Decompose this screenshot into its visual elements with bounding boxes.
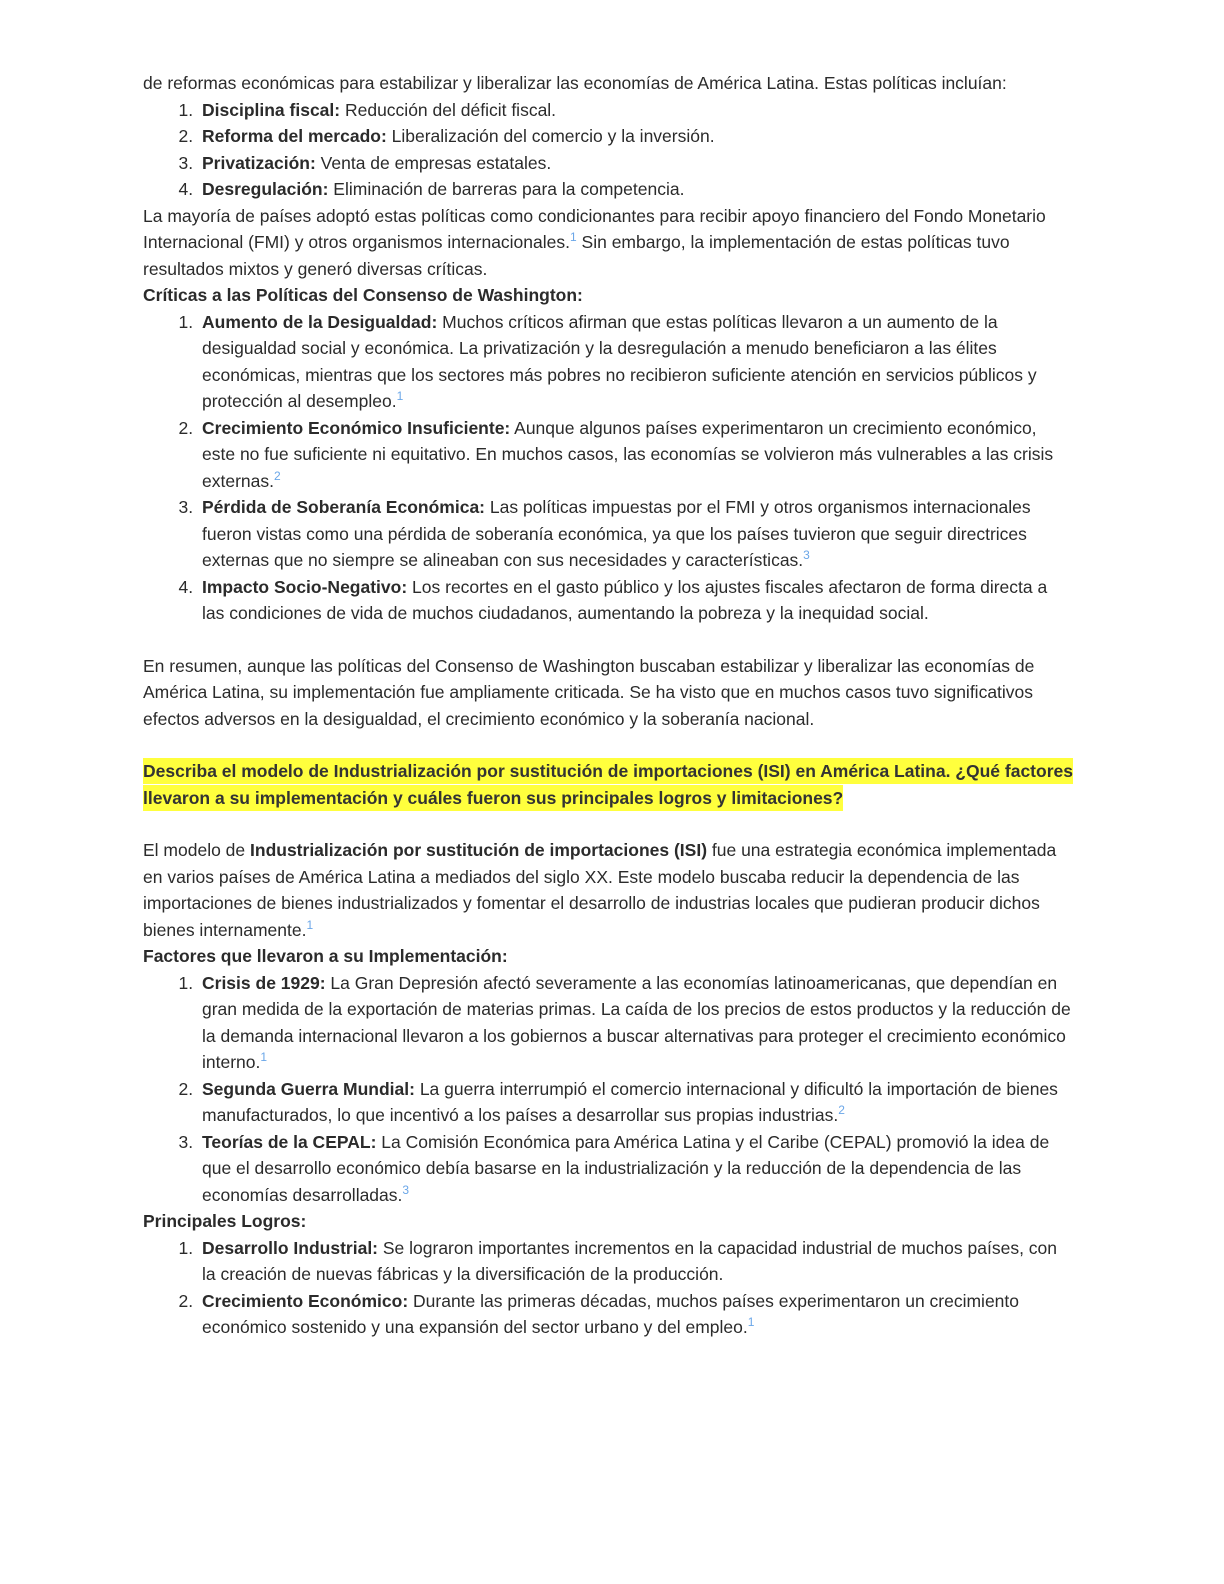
list-term: Impacto Socio-Negativo:: [202, 576, 408, 597]
footnote-link[interactable]: 3: [402, 1182, 410, 1197]
list-item: [198, 176, 1074, 203]
list-term: Privatización:: [202, 152, 316, 173]
list-item: [198, 1288, 1074, 1341]
footnote-link[interactable]: 1: [747, 1315, 755, 1330]
isi-p1-post: fue una estrategia económica implementada en varios países de América Latina a mediados del siglo XX. Este modelo buscaba reducir la dependencia de las importaciones de bienes industrializados y fomentar el desarrollo de industrias locales que pudieran producir dichos bienes internamente.: [143, 840, 1057, 940]
list-text: La Comisión Económica para América Latina y el Caribe (CEPAL) promovió la idea de que el desarrollo económico debía basarse en la industrialización y la reducción de la dependencia de las economías desarrolladas.: [202, 1131, 1050, 1205]
list-text: Se lograron importantes incrementos en la capacidad industrial de muchos países, con la creación de nuevas fábricas y la diversificación de la producción.: [202, 1237, 1058, 1284]
list-term: Crecimiento Económico Insuficiente:: [202, 417, 511, 438]
isi-p1-pre: El modelo de: [143, 840, 251, 860]
list-text: Los recortes en el gasto público y los ajustes fiscales afectaron de forma directa a las condiciones de vida de muchos ciudadanos, aumentando la pobreza y la inequidad social.: [202, 576, 1048, 623]
footnote-link[interactable]: 2: [273, 468, 281, 483]
list-item: [198, 309, 1074, 415]
list-text: Aunque algunos países experimentaron un crecimiento económico, este no fue suficiente ni equitativo. En muchos casos, las economías se volvieron más vulnerables a las crisis externas.: [202, 417, 1054, 491]
isi-paragraph: [143, 837, 1074, 943]
list-term: Teorías de la CEPAL:: [202, 1131, 377, 1152]
footnote-link[interactable]: 1: [260, 1050, 268, 1065]
intro-p2-text: La mayoría de países adoptó estas políticas como condicionantes para recibir apoyo financiero del Fondo Monetario Internacional (FMI) y otros organismos internacionales.: [143, 205, 1046, 252]
footnote-link[interactable]: 1: [396, 389, 404, 404]
factores-title-text: Factores que llevaron a su Implementación:: [143, 946, 508, 966]
intro-paragraph: de reformas económicas para estabilizar y liberalizar las economías de América Latina. Estas políticas incluían:: [143, 73, 1007, 93]
list-text: Muchos críticos afirman que estas políticas llevaron a un aumento de la desigualdad social y económica. La privatización y la desregulación a menudo beneficiaron a las élites económicas, mientras que los sectores más pobres no recibieron suficiente atención en servicios públicos y protección al desempleo.: [202, 311, 1037, 411]
list-item: [198, 1235, 1074, 1288]
intro-p2-tail: Sin embargo, la implementación de estas políticas tuvo resultados mixtos y generó diversas críticas.: [143, 232, 1010, 279]
list-term: Aumento de la Desigualdad:: [202, 311, 438, 332]
intro-list: [143, 97, 1074, 203]
list-item: [198, 1076, 1074, 1129]
question-heading: [143, 758, 1074, 811]
footnote-link[interactable]: 1: [570, 230, 577, 245]
list-item: [198, 150, 1074, 177]
list-text: Las políticas impuestas por el FMI y otros organismos internacionales fueron vistas como una pérdida de soberanía económica, ya que los países tuvieron que seguir directrices externas que no siempre se alineaban con sus necesidades y características.: [202, 497, 1031, 570]
conclusion-paragraph: En resumen, aunque las políticas del Consenso de Washington buscaban estabilizar y liberalizar las economías de América Latina, su implementación fue ampliamente criticada. Se ha visto que en muchos casos tuvo significativos efectos adversos en la desigualdad, el crecimiento económico y la soberanía nacional.: [143, 655, 1035, 729]
list-item: [198, 494, 1074, 574]
list-item: [198, 970, 1074, 1076]
list-term: Crisis de 1929:: [202, 972, 326, 993]
factores-title: [143, 943, 1074, 970]
list-text: La guerra interrumpió el comercio internacional y dificultó la importación de bienes manufacturados, lo que incentivó a los países a desarrollar sus propias industrias.: [202, 1078, 1058, 1125]
footnote-link[interactable]: 2: [838, 1103, 845, 1118]
list-item: [198, 415, 1074, 495]
criticas-title: [143, 282, 1074, 309]
list-text: Reducción del déficit fiscal.: [340, 99, 557, 120]
logros-title-text: Principales Logros:: [143, 1211, 307, 1231]
list-text: Durante las primeras décadas, muchos países experimentaron un crecimiento económico sostenido y una expansión del sector urbano y del empleo.: [202, 1290, 1020, 1337]
footnote-link[interactable]: 1: [306, 917, 314, 932]
list-item: [198, 1129, 1074, 1209]
list-item: [198, 97, 1074, 124]
footnote-link[interactable]: 3: [803, 548, 810, 563]
list-term: Desregulación:: [202, 179, 329, 199]
list-text: Venta de empresas estatales.: [315, 152, 552, 173]
list-term: Pérdida de Soberanía Económica:: [202, 497, 485, 517]
list-text: Liberalización del comercio y la inversión.: [386, 126, 715, 146]
highlighted-question: Describa el modelo de Industrialización por sustitución de importaciones (ISI) en América Latina. ¿Qué factores llevaron a su implementación y cuáles fueron sus principales logros y limitaciones?: [143, 758, 1073, 811]
intro-paragraph-2: [143, 203, 1074, 283]
criticas-list: [143, 309, 1074, 627]
list-term: Desarrollo Industrial:: [202, 1237, 379, 1258]
list-term: Segunda Guerra Mundial:: [202, 1078, 415, 1099]
logros-list: [143, 1235, 1074, 1341]
list-item: [198, 123, 1074, 150]
list-term: Disciplina fiscal:: [202, 99, 341, 120]
list-text: La Gran Depresión afectó severamente a las economías latinoamericanas, que dependían en gran medida de la exportación de materias primas. La caída de los precios de estos productos y la reducción de la demanda internacional llevaron a los gobiernos a buscar alternativas para proteger el crecimiento económico interno.: [202, 972, 1071, 1072]
logros-title: [143, 1208, 1074, 1235]
list-item: [198, 574, 1074, 627]
criticas-title-text: Críticas a las Políticas del Consenso de Washington:: [143, 285, 583, 305]
factores-list: [143, 970, 1074, 1209]
isi-term: Industrialización por sustitución de importaciones (ISI): [250, 840, 708, 860]
list-term: Crecimiento Económico:: [202, 1290, 409, 1311]
list-text: Eliminación de barreras para la competencia.: [328, 179, 685, 199]
list-term: Reforma del mercado:: [202, 126, 387, 146]
